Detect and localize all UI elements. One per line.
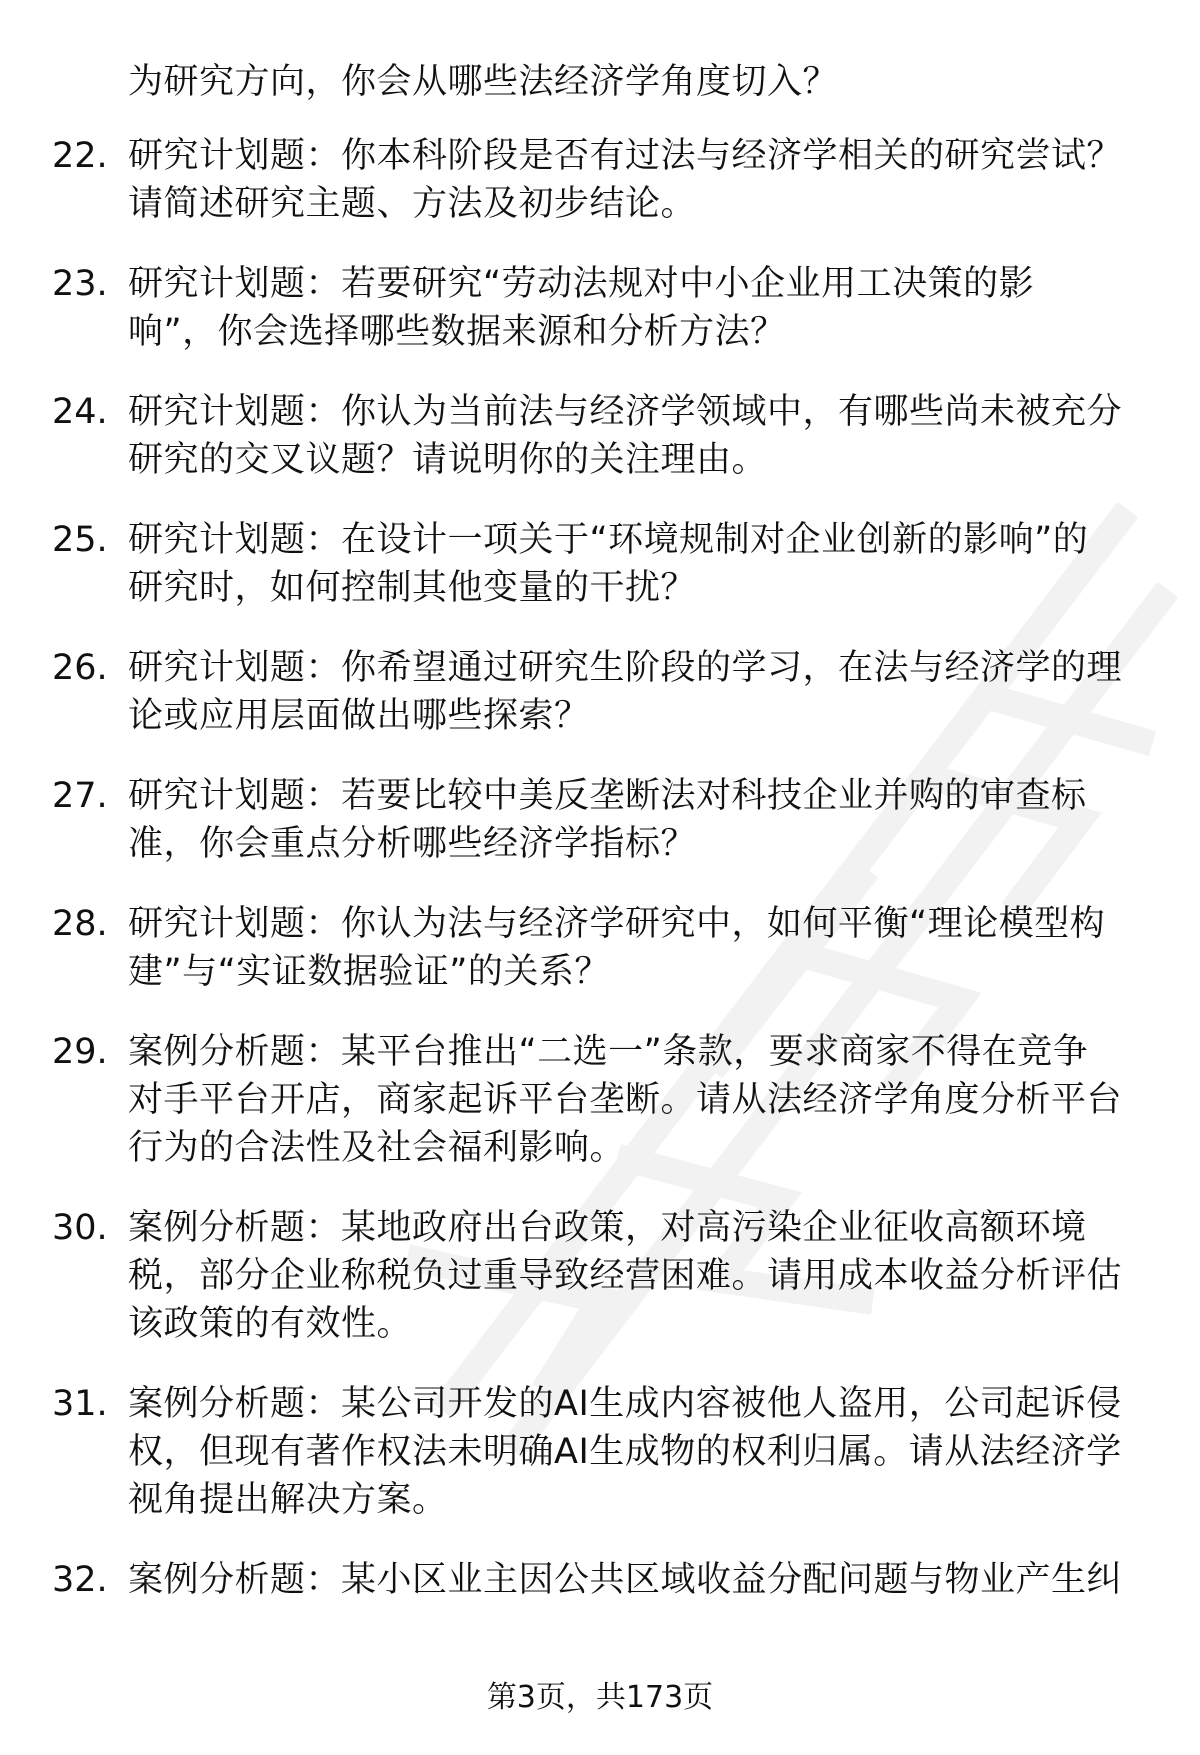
- question-item: [0, 260, 1200, 356]
- question-number: 22.: [52, 136, 108, 176]
- question-number: 30.: [52, 1208, 108, 1248]
- question-item: [0, 516, 1200, 612]
- question-item: [0, 1028, 1200, 1172]
- question-item: [0, 1204, 1200, 1348]
- question-text-line: 研究计划题：若要研究“劳动法规对中小企业用工决策的影: [128, 264, 1035, 304]
- question-number: 26.: [52, 648, 108, 688]
- question-item: [0, 132, 1200, 228]
- question-text-line: 请简述研究主题、方法及初步结论。: [128, 184, 697, 224]
- question-text-line: 行为的合法性及社会福利影响。: [128, 1128, 626, 1168]
- question-text-line: 响”，你会选择哪些数据来源和分析方法？: [128, 312, 786, 352]
- question-text-line: 案例分析题：某公司开发的AI生成内容被他人盗用，公司起诉侵: [128, 1384, 1122, 1424]
- question-text-line: 研究计划题：你认为当前法与经济学领域中，有哪些尚未被充分: [128, 392, 1123, 432]
- question-number: 28.: [52, 904, 108, 944]
- question-text-line: 对手平台开店，商家起诉平台垄断。请从法经济学角度分析平台: [128, 1080, 1123, 1120]
- page-footer: 第3页，共173页: [486, 1680, 714, 1715]
- question-text-line: 该政策的有效性。: [128, 1304, 413, 1344]
- question-number: 31.: [52, 1384, 108, 1424]
- question-item: [0, 1556, 1200, 1604]
- question-number: 23.: [52, 264, 108, 304]
- question-text-line: 研究计划题：在设计一项关于“环境规制对企业创新的影响”的: [128, 520, 1089, 560]
- question-text-line: 案例分析题：某地政府出台政策，对高污染企业征收高额环境: [128, 1208, 1087, 1248]
- question-text-line: 建”与“实证数据验证”的关系？: [128, 952, 610, 992]
- question-text-line: 案例分析题：某平台推出“二选一”条款，要求商家不得在竞争: [128, 1032, 1089, 1072]
- question-text-line: 论或应用层面做出哪些探索？: [128, 696, 590, 736]
- question-item: [0, 388, 1200, 484]
- question-item: [0, 644, 1200, 740]
- question-text-line: 视角提出解决方案。: [128, 1480, 448, 1520]
- question-text-line: 案例分析题：某小区业主因公共区域收益分配问题与物业产生纠: [128, 1560, 1123, 1600]
- question-text-line: 研究计划题：你认为法与经济学研究中，如何平衡“理论模型构: [128, 904, 1106, 944]
- question-text-line: 研究时，如何控制其他变量的干扰？: [128, 568, 697, 608]
- question-text-line: 研究计划题：你本科阶段是否有过法与经济学相关的研究尝试？: [128, 136, 1123, 176]
- question-item: [0, 1380, 1200, 1524]
- question-number: 27.: [52, 776, 108, 816]
- question-item: [0, 772, 1200, 868]
- continuation-line: 为研究方向，你会从哪些法经济学角度切入？: [128, 62, 839, 102]
- question-number: 25.: [52, 520, 108, 560]
- question-number: 32.: [52, 1560, 108, 1600]
- question-number: 24.: [52, 392, 108, 432]
- question-text-line: 权，但现有著作权法未明确AI生成物的权利归属。请从法经济学: [128, 1432, 1122, 1472]
- question-item: [0, 900, 1200, 996]
- question-text-line: 研究计划题：若要比较中美反垄断法对科技企业并购的审查标: [128, 776, 1087, 816]
- question-text-line: 研究的交叉议题？请说明你的关注理由。: [128, 440, 768, 480]
- question-text-line: 税，部分企业称税负过重导致经营困难。请用成本收益分析评估: [128, 1256, 1123, 1296]
- question-number: 29.: [52, 1032, 108, 1072]
- question-text-line: 准，你会重点分析哪些经济学指标？: [128, 824, 697, 864]
- question-text-line: 研究计划题：你希望通过研究生阶段的学习，在法与经济学的理: [128, 648, 1123, 688]
